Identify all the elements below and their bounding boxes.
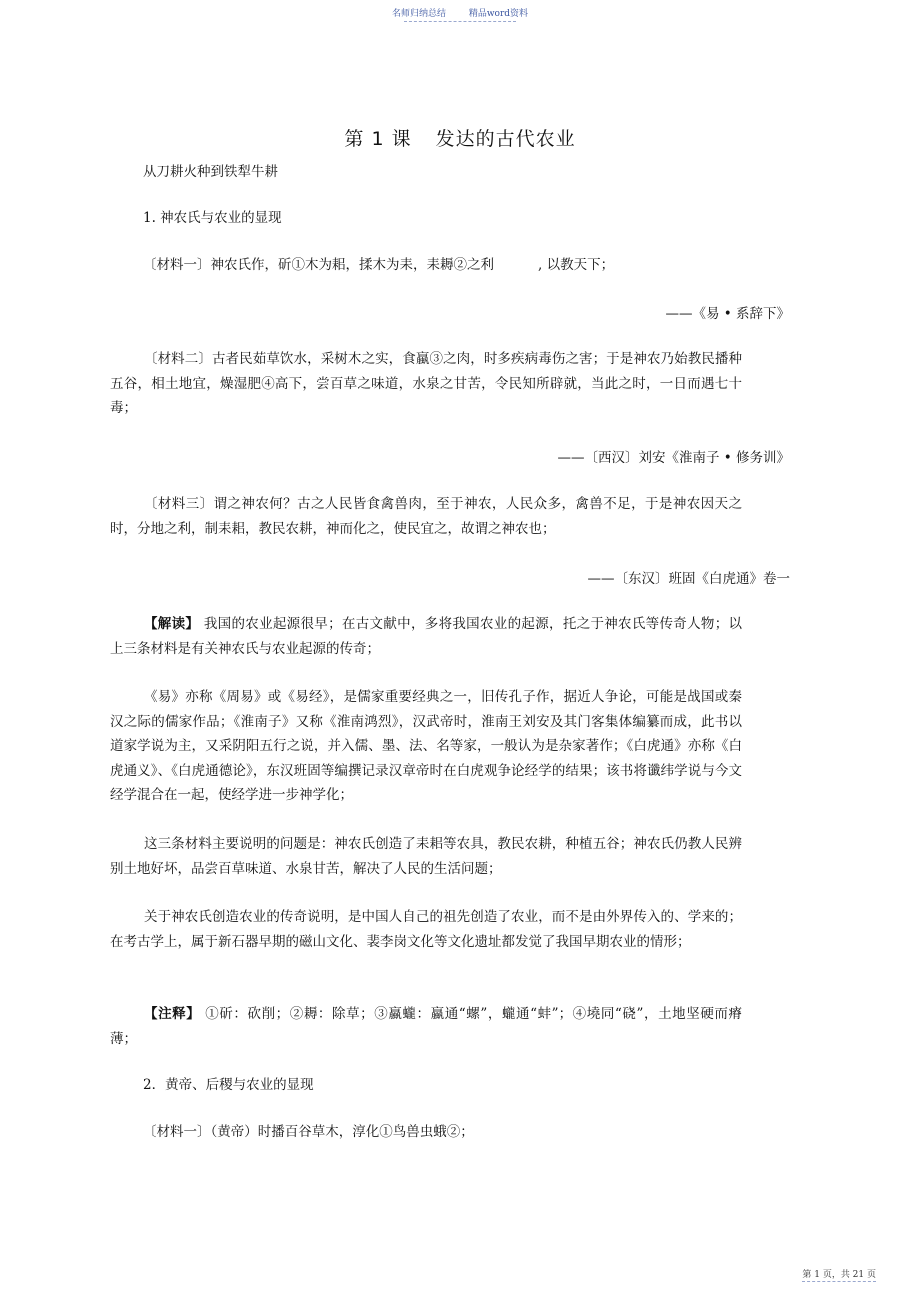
- material-1-source: ——《易 • 系辞下》: [665, 306, 790, 322]
- interpretation-text: 我国的农业起源很早；在古文献中，多将我国农业的起源，托之于神农氏等传奇人物；以上三条材料是有关神农氏与农业起源的传奇；: [110, 616, 743, 657]
- section-heading: 从刀耕火种到铁犁牛耕: [143, 164, 278, 180]
- annotation-label: 【注释】: [144, 1006, 201, 1022]
- paragraph-1: 《易》亦称《周易》或《易经》，是儒家重要经典之一，旧传孔子作，据近人争论，可能是战国或秦汉之际的儒家作品；《淮南子》又称《淮南鸿烈》，汉武帝时，淮南王刘安及其门客集体编纂而成，此书以道家学说为主，又采阴阳五行之说，并入儒、墨、法、名等家，一般认为是杂家著作；《白虎通》亦称《白虎通义》、《白虎通德论》，东汉班固等编撰记录汉章帝时在白虎观争论经学的结果；该书将谶纬学说与今文经学混合在一起，使经学进一步神学化；: [110, 689, 742, 803]
- footer-divider: [802, 1281, 876, 1282]
- material-1: [143, 253, 614, 277]
- material-2: 〔材料二〕古者民茹草饮水，采树木之实，食蠃③之肉，时多疾病毒伤之害；于是神农乃始教民播种五谷，相土地宜，燥湿肥④高下，尝百草之味道，水泉之甘苦，令民知所辟就，当此之时，一日而遇七十毒；: [110, 351, 742, 416]
- paragraph-3: 关于神农氏创造农业的传奇说明，是中国人自己的祖先创造了农业，而不是由外界传入的、学来的；在考古学上，属于新石器早期的磁山文化、裴李岗文化等文化遗址都发觉了我国早期农业的情形；: [110, 909, 742, 950]
- material-2-source: ——〔西汉〕刘安《淮南子 • 修务训》: [557, 450, 790, 466]
- material-1-tail: , 以教天下；: [538, 257, 615, 273]
- annotation: [110, 1002, 742, 1051]
- page-footer: 第 1 页，共 21 页: [802, 1270, 876, 1280]
- material-4: 〔材料一〕（黄帝）时播百谷草木，淳化①鸟兽虫蛾②；: [143, 1124, 474, 1140]
- interpretation: [110, 612, 742, 661]
- page-header: [0, 6, 920, 19]
- material-3: 〔材料三〕谓之神农何？古之人民皆食禽兽肉，至于神农，人民众多，禽兽不足，于是神农因天之时，分地之利，制耒耜，教民农耕，神而化之，使民宜之，故谓之神农也；: [110, 496, 742, 537]
- header-right-text: 精品word资料: [468, 9, 529, 19]
- annotation-text: ①斫：砍削；②耨：除草；③蠃蠬：蠃通“螺”，蠬通“蚌”；④墝同“硗”，土地坚硬而瘠薄；: [110, 1006, 742, 1047]
- subheading-1: 1. 神农氏与农业的显现: [143, 210, 282, 226]
- material-1-text: 〔材料一〕神农氏作，斫①木为耜，揉木为耒，耒耨②之利: [143, 257, 494, 273]
- header-left-text: 名师归纳总结: [391, 9, 446, 19]
- paragraph-2: 这三条材料主要说明的问题是：神农氏创造了耒耜等农具，教民农耕，种植五谷；神农氏仍教人民辨别土地好坏，品尝百草味道、水泉甘苦，解决了人民的生活问题；: [110, 836, 742, 877]
- header-divider: [404, 21, 516, 22]
- lesson-number: 第 1 课: [344, 128, 412, 150]
- page-title: [0, 124, 920, 151]
- lesson-name: 发达的古代农业: [435, 128, 576, 150]
- subheading-2: 2．黄帝、后稷与农业的显现: [143, 1077, 314, 1093]
- material-3-source: ——〔东汉〕班固《白虎通》卷一: [587, 571, 790, 587]
- interpretation-label: 【解读】: [144, 616, 200, 632]
